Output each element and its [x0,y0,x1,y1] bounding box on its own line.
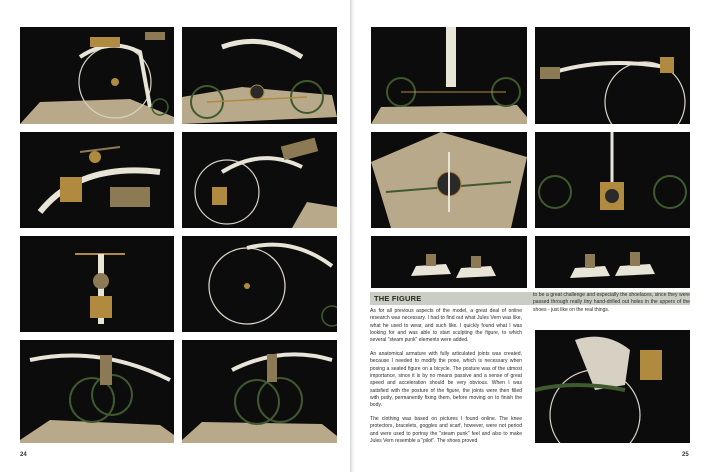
bicycle-photo-image [182,340,337,443]
article-paragraph: An anatomical armature with fully articulated joints was created, because I needed to modify the pose, which is necessary when posing a seated figure on a bicycle. The posture was of the utmost importance, since it is by no means passive and a sense of great speed and acceleration should be very obvious. When I was satisfied with the posture of the figure, the joints were then filled with putty, permanently fixing them, before moving on to finish the body. [370,350,522,409]
photo-front-view [20,236,174,332]
photo-shoes-pair-a [371,236,527,288]
photo-shoes-pair-b [535,236,690,288]
article-paragraph: The clothing was based on pictures I found online. The knee protectors, bracelets, goggles and scarf, however, were not period and were used to portray the "steam punk" feel and also to make Jules Vern resemble a "pilot". The shoes proved [370,415,522,444]
bicycle-photo-image [371,27,527,124]
photo-rear-wheels-side [182,340,337,443]
page-number-left: 24 [20,452,27,458]
bicycle-photo-image [535,132,690,228]
photo-figure-riding [535,330,690,443]
bicycle-photo-image [20,132,174,228]
shoes-photo-image [535,236,690,288]
article-paragraph: As for all previous aspects of the model, a great deal of online research was necessary. I had to find out what Jules Vern was like, what he used to wear, and such like. I quickly found what I was looking for and was able to start sculpting the figure, to which several "steam punk" elements were added. [370,308,522,344]
photo-top-down-diorama [371,132,527,228]
bicycle-photo-image [20,236,174,332]
photo-front-headlamp [535,132,690,228]
article-column-2 [533,292,690,320]
photo-large-wheel [182,236,337,332]
photo-penny-farthing-front [20,27,174,124]
photo-base-underside [371,27,527,124]
article-column-1 [370,308,522,451]
bicycle-photo-image [182,132,337,228]
bicycle-photo-image [182,27,337,124]
figure-photo-image [535,330,690,443]
page-number-right: 25 [682,452,689,458]
photo-rear-wheels-base [20,340,174,443]
section-title: THE FIGURE [374,294,422,303]
photo-rear-mechanism [182,27,337,124]
bicycle-photo-image [20,27,174,124]
bicycle-photo-image [182,236,337,332]
photo-headlamp-side [535,27,690,124]
article-paragraph: to be a great challenge and especially the shoelaces, since they were passed through really tiny hand-drilled out holes in the uppers of the shoes - just like on the real things. [533,292,690,313]
bicycle-photo-image [20,340,174,443]
photo-engine-closeup [20,132,174,228]
photo-side-detail [182,132,337,228]
bicycle-photo-image [371,132,527,228]
bicycle-photo-image [535,27,690,124]
shoes-photo-image [371,236,527,288]
